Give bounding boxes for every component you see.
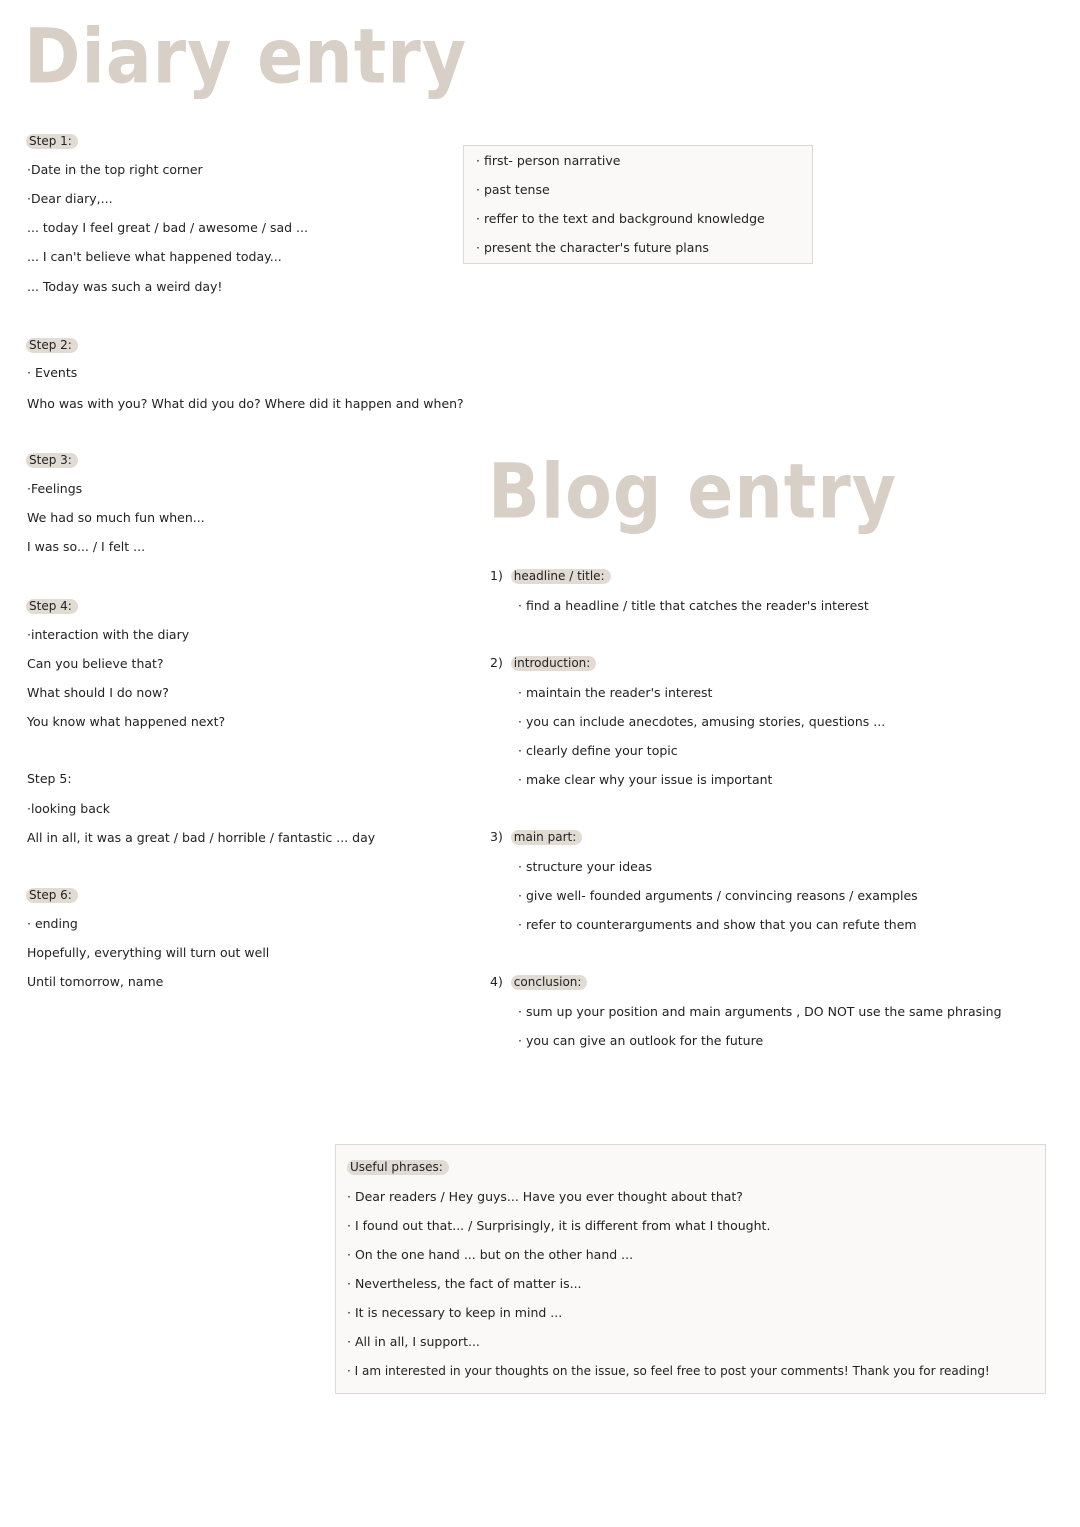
useful-phrases-box [335,1144,1046,1394]
step-2-line: Who was with you? What did you do? Where did it happen and when? [27,396,464,411]
phrase-item: · I am interested in your thoughts on the issue, so feel free to post your comments! Thank you for reading! [347,1364,990,1378]
phrase-item: · Dear readers / Hey guys... Have you ever thought about that? [347,1189,743,1204]
step-6-line: Until tomorrow, name [27,974,164,989]
blog-section-2-item: · you can include anecdotes, amusing stories, questions ... [518,714,886,729]
step-4-line: You know what happened next? [27,714,226,729]
blog-entry-title: Blog entry [488,448,898,537]
blog-section-3-item: · structure your ideas [518,859,652,874]
step-1-line: ·Dear diary,... [27,191,113,206]
diary-tips-box [463,145,813,264]
step-2-line: · Events [27,365,78,380]
blog-section-3-heading: 3) main part: [490,829,582,845]
blog-section-4-item: · you can give an outlook for the future [518,1033,764,1048]
blog-section-1-heading: 1) headline / title: [490,568,611,584]
step-1-line: ... Today was such a weird day! [27,279,223,294]
step-1-line: ... today I feel great / bad / awesome / sad ... [27,220,308,235]
blog-section-4-item: · sum up your position and main arguments , DO NOT use the same phrasing [518,1004,1002,1019]
step-6-line: · ending [27,916,78,931]
phrase-item: · Nevertheless, the fact of matter is... [347,1276,582,1291]
step-4-heading: Step 4: [26,598,78,614]
tip-item: · present the character's future plans [476,240,709,255]
blog-section-4-heading: 4) conclusion: [490,974,587,990]
blog-section-2-item: · clearly define your topic [518,743,678,758]
step-3-line: We had so much fun when... [27,510,205,525]
blog-section-2-heading: 2) introduction: [490,655,596,671]
phrase-item: · I found out that... / Surprisingly, it is different from what I thought. [347,1218,771,1233]
step-3-line: I was so... / I felt ... [27,539,146,554]
step-3-heading: Step 3: [26,452,78,468]
blog-section-1-item: · find a headline / title that catches the reader's interest [518,598,869,613]
step-4-line: Can you believe that? [27,656,164,671]
phrase-item: · On the one hand ... but on the other hand ... [347,1247,634,1262]
tip-item: · first- person narrative [476,153,621,168]
step-4-line: ·interaction with the diary [27,627,190,642]
phrase-item: · All in all, I support... [347,1334,480,1349]
step-1-line: ·Date in the top right corner [27,162,203,177]
blog-section-2-item: · maintain the reader's interest [518,685,713,700]
step-5-heading: Step 5: [27,771,72,786]
blog-section-3-item: · refer to counterarguments and show that you can refute them [518,917,917,932]
step-5-line: ·looking back [27,801,110,816]
step-3-line: ·Feelings [27,481,83,496]
blog-section-3-item: · give well- founded arguments / convincing reasons / examples [518,888,918,903]
blog-section-2-item: · make clear why your issue is important [518,772,773,787]
phrase-item: · It is necessary to keep in mind ... [347,1305,563,1320]
tip-item: · reffer to the text and background knowledge [476,211,765,226]
diary-entry-title: Diary entry [24,13,468,102]
step-2-heading: Step 2: [26,337,78,353]
useful-phrases-heading: Useful phrases: [347,1159,449,1175]
step-6-line: Hopefully, everything will turn out well [27,945,270,960]
step-1-line: ... I can't believe what happened today... [27,249,282,264]
step-5-line: All in all, it was a great / bad / horrible / fantastic ... day [27,830,376,845]
step-6-heading: Step 6: [26,887,78,903]
step-1-heading: Step 1: [26,133,78,149]
tip-item: · past tense [476,182,550,197]
step-4-line: What should I do now? [27,685,169,700]
